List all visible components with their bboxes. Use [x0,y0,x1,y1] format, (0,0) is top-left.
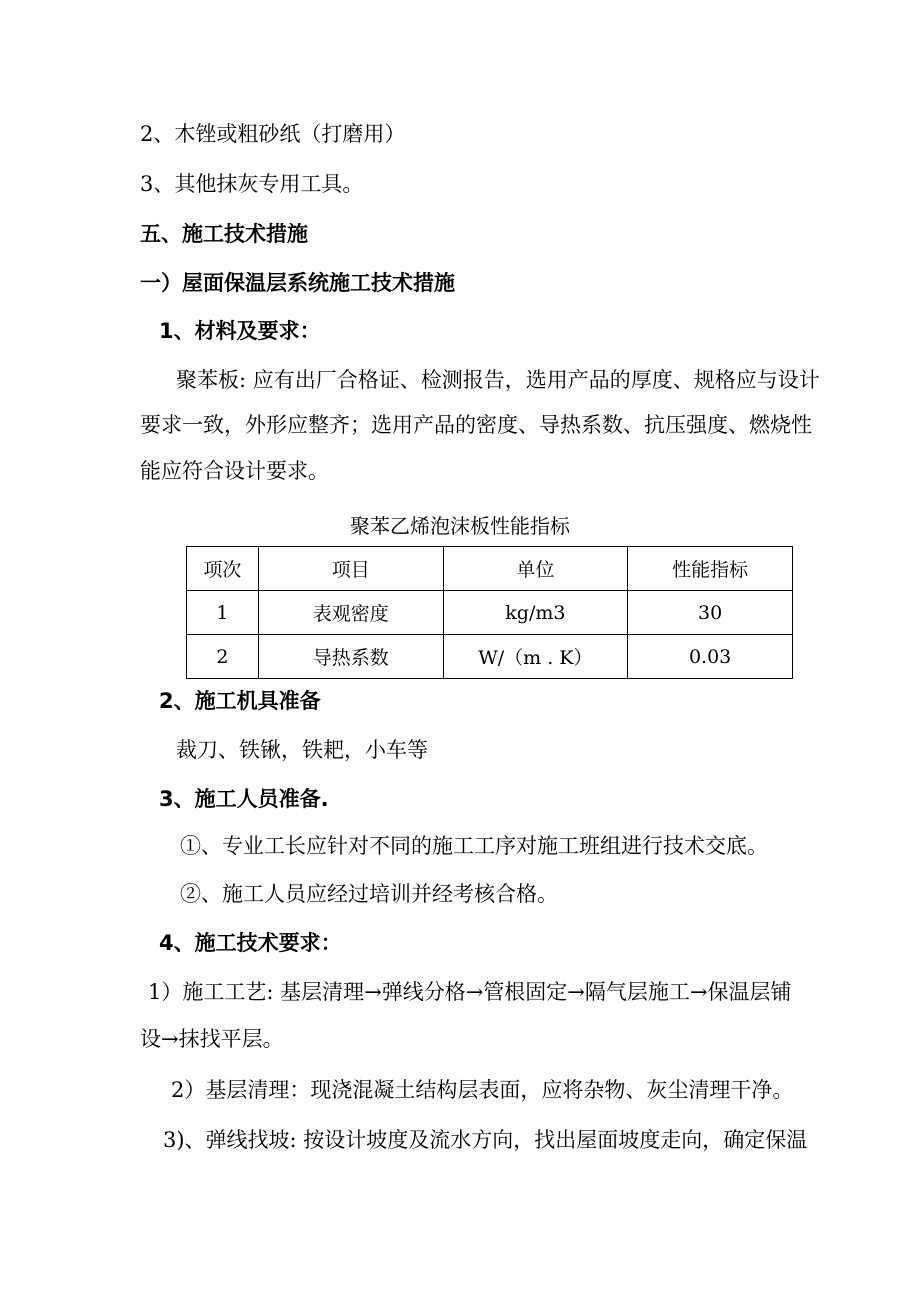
table-cell: 30 [628,591,793,635]
table-header-row [187,547,793,591]
table-cell: 表观密度 [258,591,443,635]
table-cell: 0.03 [628,635,793,679]
paragraph-cleaning: 2）基层清理：现浇混凝土结构层表面，应将杂物、灰尘清理干净。 [171,1078,794,1102]
column-header: 项目 [258,547,443,591]
spec-table [186,546,793,679]
table-cell: 1 [187,591,259,635]
item-heading-personnel: 3、施工人员准备. [159,787,329,811]
paragraph-materials-line-1: 聚苯板: 应有出厂合格证、检测报告，选用产品的厚度、规格应与设计 [176,368,820,392]
table-cell: W/（m . K） [443,635,628,679]
table-row [187,591,793,635]
paragraph-personnel-2: ②、施工人员应经过培训并经考核合格。 [180,882,558,906]
paragraph-tools: 裁刀、铁锹，铁耙，小车等 [176,738,428,762]
paragraph-materials-line-2: 要求一致，外形应整齐；选用产品的密度、导热系数、抗压强度、燃烧性 [140,413,812,437]
paragraph-process-line-1: 1）施工工艺: 基层清理→弹线分格→管根固定→隔气层施工→保温层铺 [148,980,792,1004]
column-header: 性能指标 [628,547,793,591]
paragraph-slope: 3)、弹线找坡: 按设计坡度及流水方向，找出屋面坡度走向，确定保温 [163,1128,808,1152]
table-cell: 2 [187,635,259,679]
paragraph-materials-line-3: 能应符合设计要求。 [140,459,329,483]
list-item-tool-3: 3、其他抹灰专用工具。 [140,172,364,196]
item-heading-materials: 1、材料及要求： [159,319,321,343]
column-header: 项次 [187,547,259,591]
item-heading-tools: 2、施工机具准备 [159,689,321,713]
table-cell: kg/m3 [443,591,628,635]
subsection-heading-1: 一）屋面保温层系统施工技术措施 [140,271,455,295]
column-header: 单位 [443,547,628,591]
table-caption: 聚苯乙烯泡沫板性能指标 [350,514,570,538]
list-item-tool-2: 2、木锉或粗砂纸（打磨用） [140,122,406,146]
item-heading-tech: 4、施工技术要求： [159,931,342,955]
paragraph-personnel-1: ①、专业工长应针对不同的施工工序对施工班组进行技术交底。 [180,834,768,858]
table-row [187,635,793,679]
section-heading-5: 五、施工技术措施 [140,222,308,246]
table-cell: 导热系数 [258,635,443,679]
paragraph-process-line-2: 设→抹找平层。 [140,1027,284,1051]
